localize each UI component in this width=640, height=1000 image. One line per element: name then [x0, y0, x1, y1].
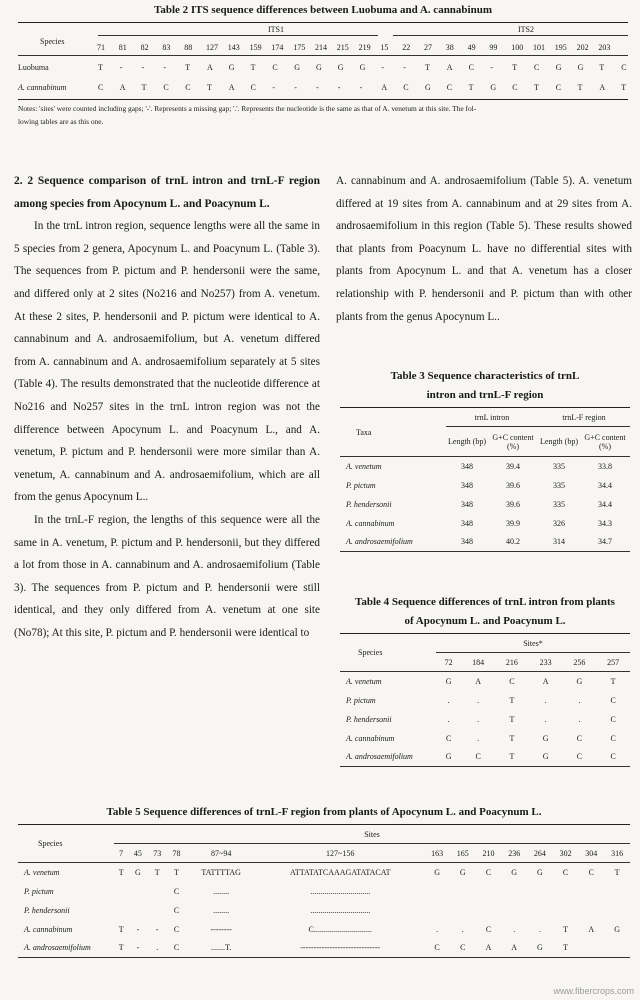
table-row	[340, 748, 630, 767]
table-4-cell: A	[475, 676, 482, 686]
watermark: www.fibercrops.com	[553, 986, 634, 996]
table-2-cell: C	[250, 83, 256, 92]
table-5-cell: ..............................	[310, 905, 371, 915]
table-4-cell: .	[447, 695, 450, 705]
table-3-cell: 34.4	[598, 480, 612, 490]
table-2-cell: C	[446, 83, 453, 92]
table-5-cell: --------	[210, 924, 232, 934]
table-2-site-number: 81	[118, 43, 127, 52]
table-2-cell: -	[403, 63, 406, 72]
table-3-cell: 39.6	[506, 480, 520, 490]
table-2-grid	[18, 23, 628, 128]
table-5-species-name: A. androsaemifolium	[18, 939, 114, 958]
table-5-cell	[128, 901, 147, 920]
table-5-cell	[527, 901, 553, 920]
table-2-site-number: 127	[206, 43, 218, 52]
table-5-cell: TATTTTAG	[201, 867, 241, 877]
table-2-cell: C	[98, 83, 104, 92]
table-2-caption: Table 2 ITS sequence differences between Luobuma and A. cannabinum	[154, 4, 492, 16]
table-5-cell: G	[614, 924, 620, 934]
table-5-species-header: Species	[18, 825, 114, 863]
table-row	[340, 710, 630, 729]
table-3-body	[340, 407, 630, 552]
table-5-cell: C	[562, 867, 569, 877]
table-4-species-name: A. venetum	[346, 676, 382, 686]
table-2-cell: G	[359, 63, 366, 72]
table-5-rows	[18, 863, 630, 958]
table-4-cell: .	[544, 714, 547, 724]
table-row	[340, 495, 630, 514]
paragraph-continued: A. cannabinum and A. androsaemifolium (Table 5). A. venetum differed at 19 sites from A. cannabinum and at 29 sites from A. androsaemifolium in this region (Table 5). These results showed that plants from Poacynum L. have no differential sites with plants from Apocynum L. and that A. venetum has a closer relationship with P. hendersonii and P. pictum than with other plants from the genus Apocynum L..	[336, 175, 632, 323]
table-3-cell: 33.8	[598, 461, 612, 471]
table-2-cell: T	[425, 63, 430, 72]
table-5-cell	[450, 901, 476, 920]
table-2-note-line-2: lowing tables are as this one.	[18, 117, 104, 126]
table-2-site-number: 219	[358, 43, 371, 52]
table-5-cell	[527, 882, 553, 901]
table-4-cell: A	[542, 676, 549, 686]
table-2-cell: C	[621, 63, 627, 72]
table-5-cell: A	[476, 939, 502, 958]
table-3-cell: 348	[461, 480, 473, 490]
table-5-cell: G	[537, 867, 543, 877]
table-5-cell	[450, 882, 476, 901]
table-5-cell: G	[135, 867, 141, 877]
table-5-cell: -	[128, 939, 147, 958]
table-2-cell: T	[185, 63, 191, 72]
table-5-cell: G	[511, 867, 518, 877]
table-5-cell: T	[553, 939, 579, 958]
table-2-cell: A	[599, 83, 606, 92]
table-5-cell: ..............................	[310, 886, 371, 896]
table-3-species-name: P. pictum	[346, 480, 376, 490]
table-2-cell: C	[555, 83, 562, 92]
table-2-cell: -	[163, 63, 167, 72]
table-row	[340, 729, 630, 748]
table-5-cell: C	[588, 867, 594, 877]
table-3-cell: 34.3	[598, 518, 612, 528]
table-5-site-number: 78	[167, 844, 186, 863]
table-2-cell: C	[534, 63, 540, 72]
table-2-site-number: 175	[293, 43, 306, 52]
table-2-cell: -	[141, 63, 145, 72]
table-4-cell: C	[461, 748, 495, 767]
table-4-cell: T	[509, 714, 515, 724]
table-5-body	[18, 824, 630, 958]
table-4-species-header: Species	[340, 634, 436, 672]
table-3-cell: 348	[461, 499, 473, 509]
table-4-cell: T	[509, 695, 515, 705]
table-2-bottom-rule	[18, 99, 628, 100]
table-5-site-number: 210	[476, 844, 502, 863]
table-3-sub-header: Length (bp)	[446, 427, 488, 457]
table-5-cell	[501, 882, 527, 901]
table-4-caption-line-2: of Apocynum L. and Poacynum L.	[404, 615, 566, 627]
table-4-cell: .	[578, 714, 581, 724]
table-5-cell	[148, 901, 167, 920]
table-4-site-number: 256	[563, 653, 597, 672]
table-4-site-number: 184	[461, 653, 495, 672]
table-2-cell: -	[316, 83, 319, 92]
table-row	[18, 920, 630, 939]
table-2-cell: C	[185, 83, 191, 92]
table-2-cell: -	[490, 63, 494, 72]
table-5-cell	[424, 882, 450, 901]
table-5	[18, 806, 630, 958]
table-2-cell: C	[163, 83, 169, 92]
table-2-site-number: 203	[598, 43, 611, 52]
table-2-site-number: 202	[576, 43, 589, 52]
table-4-cell: C	[509, 676, 515, 686]
table-2-cell: -	[119, 63, 123, 72]
table-5-cell: C	[173, 924, 180, 934]
table-3-sub-header: G+C content (%)	[488, 427, 538, 457]
table-5-cell	[578, 882, 604, 901]
table-3-cell: 335	[553, 480, 565, 490]
table-2-its2-header: ITS2	[518, 25, 534, 34]
table-4-site-number: 72	[436, 653, 461, 672]
table-2-site-number: 15	[380, 43, 389, 52]
table-4-site-number: 216	[495, 653, 529, 672]
table-5-cell: G	[527, 939, 553, 958]
table-2-cell: T	[621, 83, 627, 92]
table-3-cell: 39.6	[506, 499, 520, 509]
table-5-cell: .	[148, 939, 167, 958]
table-4-cell: C	[563, 748, 597, 767]
table-5-site-number: 127~156	[256, 844, 424, 863]
table-2-cell: T	[98, 63, 103, 72]
table-5-site-number: 73	[148, 844, 167, 863]
table-3-cell: 348	[461, 461, 473, 471]
table-2-cell: A	[207, 63, 213, 72]
table-5-cell: ........	[213, 886, 230, 896]
table-3-sub-header: G+C content (%)	[580, 427, 630, 457]
table-5-cell: .	[538, 924, 541, 934]
table-4-cell: G	[542, 733, 549, 743]
table-2-site-number: 99	[489, 43, 498, 52]
table-2-cell: T	[141, 83, 147, 92]
table-4-rows	[340, 672, 630, 767]
table-2-cell: G	[316, 63, 322, 72]
table-4-species-name: A. androsaemifolium	[340, 748, 436, 767]
table-2-cell: -	[272, 83, 276, 92]
table-4-cell: .	[578, 695, 581, 705]
table-2-cell: C	[403, 83, 409, 92]
table-5-site-number: 163	[424, 844, 450, 863]
table-5-site-number: 7	[114, 844, 128, 863]
table-4-cell: .	[544, 695, 547, 705]
table-3-cell: 39.9	[506, 518, 520, 528]
table-5-cell: T	[614, 867, 620, 877]
table-4-cell: C	[610, 714, 616, 724]
table-5-species-name: A. venetum	[24, 867, 60, 877]
table-5-cell	[114, 882, 128, 901]
table-2-cell: G	[577, 63, 584, 72]
table-4-cell: C	[610, 695, 616, 705]
table-4-cell: .	[477, 733, 480, 743]
table-3	[340, 370, 630, 552]
table-2-site-number: 101	[533, 43, 545, 52]
table-3-cell: 335	[553, 499, 565, 509]
table-row	[340, 457, 630, 476]
table-3-cell: 314	[538, 533, 580, 552]
table-row	[340, 514, 630, 533]
table-3-species-name: A. venetum	[346, 461, 382, 471]
table-2-note-line-1: Notes: 'sites' were counted including gaps; '-'. Represents a missing gap; '.'. Represents the nucleotide is the same as that of A. venetum at this site. The fol-	[18, 104, 477, 113]
table-5-cell: G	[434, 867, 440, 877]
table-2-cell: C	[272, 63, 278, 72]
table-2-cell: -	[381, 63, 385, 72]
paragraph-trnl-intron: In the trnL intron region, sequence lengths were all the same in 5 species from 2 genera, Apocynum L. and Poacynum L. (Table 3). The sequences from P. pictum and P. hendersonii were the same, and differed only at 2 sites (No216 and No257) from A. venetum. At these 2 sites, P. hendersonii and P. pictum were identical to A. cannabinum and A. androsaemifolium, but A. venetum differed from A. cannabinum and A. androsaemifolium separately at 5 sites (Table 4). The results demonstrated that the nucleotide difference at No216 and No257 sites in the trnL intron region was not the difference between Apocynum L. and Poacynum L., and A. venetum, P. pictum and P. hendersonii were more similar than A. venetum, A. cannabinum and A. androsaemifolium, which are all from the genus Apocynum L..	[14, 220, 320, 504]
table-5-cell: C	[450, 939, 476, 958]
table-5-cell: T	[563, 924, 569, 934]
table-4-cell: C	[610, 733, 616, 743]
table-5-cell	[128, 882, 147, 901]
table-5-cell: C.............................	[308, 924, 372, 934]
table-5-site-number: 304	[578, 844, 604, 863]
table-2-species-header: Species	[40, 37, 65, 46]
table-3-cell: 34.4	[598, 499, 612, 509]
table-5-cell: ATTATATCAAAGATATACAT	[289, 867, 391, 877]
table-4-sites-header: Sites*	[436, 634, 630, 653]
table-4-cell: .	[477, 695, 480, 705]
table-5-cell: C	[173, 905, 180, 915]
table-3-sub-header: Length (bp)	[538, 427, 580, 457]
table-5-cell: C	[485, 867, 492, 877]
table-2-site-number: 215	[336, 43, 349, 52]
table-4-cell: C	[445, 733, 452, 743]
table-2-cell: T	[512, 63, 518, 72]
table-2-its1-rule	[98, 35, 378, 36]
table-4-cell: G	[445, 676, 452, 686]
table-row	[18, 901, 630, 920]
table-2-cell: T	[577, 83, 583, 92]
table-5-cell	[148, 882, 167, 901]
table-2-cell: G	[228, 63, 235, 72]
table-5-cell	[114, 901, 128, 920]
table-4-cell: T	[509, 733, 515, 743]
table-2-cell: A	[446, 63, 453, 72]
table-5-cell: T	[174, 867, 179, 877]
table-2-cell: A	[228, 83, 235, 92]
table-5-caption: Table 5 Sequence differences of trnL-F region from plants of Apocynum L. and Poacynum L.	[106, 806, 542, 818]
table-3-cell: 348	[461, 518, 473, 528]
table-3-species-name: P. hendersonii	[346, 499, 392, 509]
table-row	[340, 672, 630, 691]
table-5-cell: .	[436, 924, 439, 934]
left-column	[14, 170, 320, 644]
table-4-body	[340, 633, 630, 767]
table-2-site-number: 214	[315, 43, 327, 52]
table-2-cell: T	[468, 83, 474, 92]
table-5-cell: C	[485, 924, 492, 934]
table-3-group-1: trnL intron	[446, 408, 538, 427]
table-5-cell: .......T.	[186, 939, 256, 958]
table-5-cell: T	[118, 867, 124, 877]
table-2-site-number: 159	[249, 43, 262, 52]
table-2-site-number: 27	[424, 43, 432, 52]
table-5-cell	[424, 901, 450, 920]
table-2	[18, 4, 628, 128]
table-5-cell: -	[136, 924, 140, 934]
table-5-cell: ------------------------------	[256, 939, 424, 958]
table-2-cell: T	[207, 83, 212, 92]
table-5-site-number: 302	[553, 844, 579, 863]
table-5-cell: A	[501, 939, 527, 958]
table-5-species-name: A. cannabinum	[24, 924, 73, 934]
table-4-cell: .	[447, 714, 450, 724]
table-2-site-number: 49	[467, 43, 476, 52]
table-2-cell: T	[599, 63, 605, 72]
table-5-cell: C	[424, 939, 450, 958]
table-4-cell: T	[610, 676, 616, 686]
table-3-cell: 39.4	[506, 461, 520, 471]
table-5-cell	[604, 939, 630, 958]
table-2-site-number: 100	[511, 43, 524, 52]
table-5-cell	[501, 901, 527, 920]
table-5-cell: T	[114, 939, 128, 958]
table-5-cell: C	[167, 939, 186, 958]
table-5-cell: G	[459, 867, 466, 877]
table-2-cell: T	[534, 83, 539, 92]
table-2-cell: G	[294, 63, 300, 72]
table-2-its1-header: ITS1	[268, 25, 284, 34]
table-2-cell: T	[250, 63, 256, 72]
table-2-cell: G	[490, 83, 497, 92]
table-2-species-name: Luobuma	[18, 63, 49, 72]
table-3-cell: 326	[553, 518, 565, 528]
table-5-cell	[553, 901, 579, 920]
table-5-species-name: P. pictum	[24, 886, 54, 896]
right-column	[336, 170, 632, 328]
table-2-cell: A	[381, 83, 388, 92]
table-5-cell	[476, 901, 502, 920]
table-5-cell: T	[154, 867, 160, 877]
table-4-cell: C	[596, 748, 630, 767]
table-5-species-name: P. hendersonii	[24, 905, 70, 915]
table-2-cell: C	[468, 63, 474, 72]
table-2-cell: C	[512, 83, 518, 92]
table-5-site-number: 45	[128, 844, 147, 863]
table-2-species-name: A. cannabinum	[18, 83, 67, 92]
table-4-species-name: A. cannabinum	[346, 733, 395, 743]
table-4-cell: T	[495, 748, 529, 767]
table-4-cell: G	[436, 748, 461, 767]
table-4-cell: G	[529, 748, 563, 767]
paragraph-trnl-f: In the trnL-F region, the lengths of this sequence were all the same in A. venetum, P. pictum and P. hendersonii, but they differed a lot from those in A. cannabinum and A. androsaemifolium (Table 3). The sequences from P. pictum and P. hendersonii were still identical, and they only differed from A. venetum at one site (No78); At this site, P. pictum and P. hendersonii were identical to	[14, 513, 320, 639]
table-2-cell: G	[555, 63, 562, 72]
table-5-cell: .	[513, 924, 516, 934]
table-5-cell	[553, 882, 579, 901]
table-row	[18, 939, 630, 958]
table-2-site-number: 174	[271, 43, 284, 52]
table-2-site-number: 38	[445, 43, 454, 52]
table-5-cell	[604, 901, 630, 920]
table-2-header-rule	[18, 55, 628, 56]
table-2-cell: A	[119, 83, 126, 92]
table-2-site-number: 82	[140, 43, 149, 52]
table-4-caption-line-1: Table 4 Sequence differences of trnL intron from plants	[355, 596, 615, 608]
table-5-cell	[578, 901, 604, 920]
table-3-taxa-header: Taxa	[340, 408, 446, 457]
table-2-cell: G	[425, 83, 431, 92]
table-5-cell	[604, 882, 630, 901]
table-2-cell: G	[337, 63, 344, 72]
table-3-caption-line-2: intron and trnL-F region	[426, 389, 544, 401]
table-4	[340, 596, 630, 767]
table-4-cell: .	[477, 714, 480, 724]
table-4-site-number: 233	[529, 653, 563, 672]
table-5-site-number: 165	[450, 844, 476, 863]
table-4-site-number: 257	[596, 653, 630, 672]
table-row	[340, 533, 630, 552]
table-row	[340, 476, 630, 495]
table-2-its2-rule	[393, 35, 628, 36]
table-5-site-number: 264	[527, 844, 553, 863]
table-2-cell: -	[337, 83, 341, 92]
table-4-cell: C	[576, 733, 583, 743]
table-5-site-number: 236	[501, 844, 527, 863]
table-3-cell: 348	[446, 533, 488, 552]
table-5-site-number: 316	[604, 844, 630, 863]
table-5-cell	[476, 882, 502, 901]
table-5-cell: -	[155, 924, 159, 934]
table-5-cell: C	[173, 886, 180, 896]
section-heading: 2. 2 Sequence comparison of trnL intron and trnL-F region among species from Apocynum L. and Poacynum L.	[14, 175, 320, 210]
table-2-site-number: 143	[227, 43, 240, 52]
table-3-cell: 34.7	[580, 533, 630, 552]
table-3-cell: 40.2	[488, 533, 538, 552]
table-4-species-name: P. hendersonii	[346, 714, 392, 724]
table-2-site-number: 195	[554, 43, 567, 52]
table-3-caption-line-1: Table 3 Sequence characteristics of trnL	[390, 370, 580, 382]
table-2-site-number: 83	[162, 43, 171, 52]
table-2-cell: -	[294, 83, 297, 92]
table-4-cell: G	[576, 676, 583, 686]
table-3-species-name: A. cannabinum	[346, 518, 395, 528]
table-5-cell: .	[461, 924, 464, 934]
table-row	[18, 863, 630, 882]
table-5-cell	[578, 939, 604, 958]
table-2-site-number: 71	[97, 43, 105, 52]
table-5-sites-header: Sites	[114, 825, 630, 844]
table-5-cell: A	[588, 924, 595, 934]
table-3-species-name: A. androsaemifolium	[340, 533, 446, 552]
table-row	[340, 691, 630, 710]
table-5-cell: ........	[213, 905, 230, 915]
table-row	[18, 882, 630, 901]
table-4-species-name: P. pictum	[346, 695, 376, 705]
table-3-rows	[340, 457, 630, 552]
table-2-site-number: 22	[402, 43, 411, 52]
table-5-site-number: 87~94	[186, 844, 256, 863]
table-2-cell: -	[359, 83, 363, 92]
table-5-cell: T	[118, 924, 124, 934]
table-3-group-2: trnL-F region	[538, 408, 630, 427]
table-3-cell: 335	[553, 461, 565, 471]
table-2-site-number: 88	[184, 43, 193, 52]
